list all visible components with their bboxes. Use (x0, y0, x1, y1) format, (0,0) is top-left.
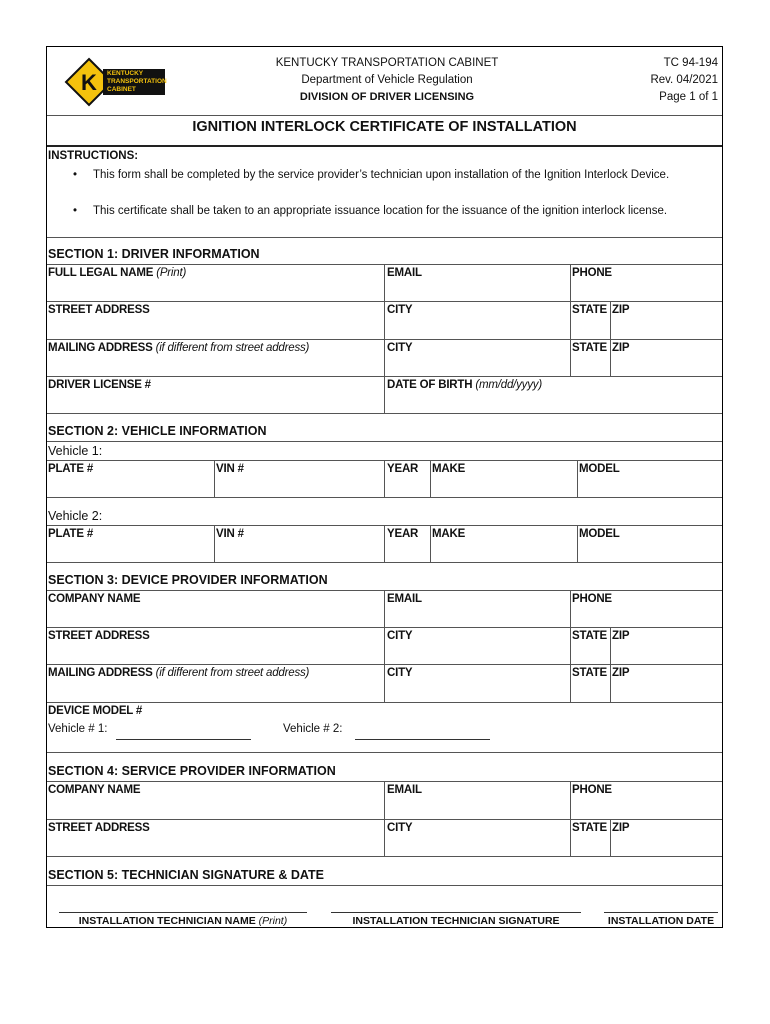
technician-name-input[interactable] (59, 912, 307, 913)
instruction-item: This certificate shall be taken to an appropriate issuance location for the issuance of the ignition interlock license. (93, 205, 668, 217)
svg-text:K: K (81, 70, 97, 95)
vehicle2-year-field[interactable]: YEAR (387, 528, 419, 540)
state-field[interactable]: STATE (572, 304, 607, 316)
form-title: IGNITION INTERLOCK CERTIFICATE OF INSTALLATION (192, 119, 577, 135)
service-city-field[interactable]: CITY (387, 822, 413, 834)
vehicle1-model-field[interactable]: MODEL (579, 463, 620, 475)
provider-company-field[interactable]: COMPANY NAME (48, 593, 141, 605)
vehicle1-make-field[interactable]: MAKE (432, 463, 466, 475)
provider-street-field[interactable]: STREET ADDRESS (48, 630, 150, 642)
provider-email-field[interactable]: EMAIL (387, 593, 422, 605)
city-field[interactable]: CITY (387, 304, 413, 316)
section5-heading: SECTION 5: TECHNICIAN SIGNATURE & DATE (48, 868, 324, 882)
bullet-icon: • (73, 205, 78, 217)
provider-mailing-city-field[interactable]: CITY (387, 667, 413, 679)
service-phone-field[interactable]: PHONE (572, 784, 612, 796)
instructions-heading: INSTRUCTIONS: (48, 150, 139, 162)
logo-line2: TRANSPORTATION (107, 78, 167, 85)
mailing-state-field[interactable]: STATE (572, 342, 607, 354)
street-address-field[interactable]: STREET ADDRESS (48, 304, 150, 316)
section2-heading: SECTION 2: VEHICLE INFORMATION (48, 424, 267, 438)
vehicle1-year-field[interactable]: YEAR (387, 463, 419, 475)
technician-signature-input[interactable] (331, 912, 581, 913)
device-vehicle2-label: Vehicle # 2: (283, 723, 343, 735)
bullet-icon: • (73, 169, 78, 181)
section3-heading: SECTION 3: DEVICE PROVIDER INFORMATION (48, 573, 328, 587)
email-field[interactable]: EMAIL (387, 267, 422, 279)
logo-line1: KENTUCKY (107, 70, 144, 77)
vehicle2-model-field[interactable]: MODEL (579, 528, 620, 540)
department-name: Department of Vehicle Regulation (301, 74, 473, 86)
zip-field[interactable]: ZIP (612, 304, 630, 316)
phone-field[interactable]: PHONE (572, 267, 612, 279)
vehicle1-plate-field[interactable]: PLATE # (48, 463, 94, 475)
installation-date-label: INSTALLATION DATE (607, 915, 715, 927)
device-vehicle1-label: Vehicle # 1: (48, 723, 108, 735)
page-number: Page 1 of 1 (659, 91, 718, 103)
agency-name: KENTUCKY TRANSPORTATION CABINET (275, 57, 499, 69)
revision-date: Rev. 04/2021 (650, 74, 718, 86)
provider-mailing-state-field[interactable]: STATE (572, 667, 607, 679)
mailing-address-field[interactable]: MAILING ADDRESS (if different from street address) (48, 342, 310, 354)
mailing-zip-field[interactable]: ZIP (612, 342, 630, 354)
instruction-item: This form shall be completed by the service provider’s technician upon installation of the Ignition Interlock Device. (93, 169, 670, 181)
device-model-label: DEVICE MODEL # (48, 705, 143, 717)
vehicle2-label: Vehicle 2: (48, 509, 103, 523)
device-vehicle2-input[interactable] (355, 739, 490, 740)
vehicle2-make-field[interactable]: MAKE (432, 528, 466, 540)
provider-zip-field[interactable]: ZIP (612, 630, 630, 642)
device-vehicle1-input[interactable] (116, 739, 251, 740)
kytc-logo (63, 57, 167, 107)
vehicle1-label: Vehicle 1: (48, 444, 103, 458)
installation-date-input[interactable] (604, 912, 718, 913)
mailing-city-field[interactable]: CITY (387, 342, 413, 354)
certificate-form (46, 46, 723, 928)
service-company-field[interactable]: COMPANY NAME (48, 784, 141, 796)
date-of-birth-field[interactable]: DATE OF BIRTH (mm/dd/yyyy) (387, 379, 542, 391)
provider-mailing-zip-field[interactable]: ZIP (612, 667, 630, 679)
provider-phone-field[interactable]: PHONE (572, 593, 612, 605)
vehicle2-vin-field[interactable]: VIN # (216, 528, 244, 540)
provider-mailing-field[interactable]: MAILING ADDRESS (if different from street address) (48, 667, 310, 679)
service-street-field[interactable]: STREET ADDRESS (48, 822, 150, 834)
full-name-field[interactable]: FULL LEGAL NAME (Print) (48, 267, 187, 279)
service-state-field[interactable]: STATE (572, 822, 607, 834)
driver-license-field[interactable]: DRIVER LICENSE # (48, 379, 151, 391)
logo-line3: CABINET (107, 86, 136, 93)
section1-heading: SECTION 1: DRIVER INFORMATION (48, 247, 260, 261)
service-email-field[interactable]: EMAIL (387, 784, 422, 796)
provider-state-field[interactable]: STATE (572, 630, 607, 642)
vehicle2-plate-field[interactable]: PLATE # (48, 528, 94, 540)
technician-signature-label: INSTALLATION TECHNICIAN SIGNATURE (352, 915, 560, 927)
division-name: DIVISION OF DRIVER LICENSING (299, 91, 475, 103)
provider-city-field[interactable]: CITY (387, 630, 413, 642)
service-zip-field[interactable]: ZIP (612, 822, 630, 834)
section4-heading: SECTION 4: SERVICE PROVIDER INFORMATION (48, 764, 336, 778)
vehicle1-vin-field[interactable]: VIN # (216, 463, 244, 475)
form-number: TC 94-194 (663, 57, 718, 69)
technician-name-label: INSTALLATION TECHNICIAN NAME (Print) (78, 915, 288, 927)
